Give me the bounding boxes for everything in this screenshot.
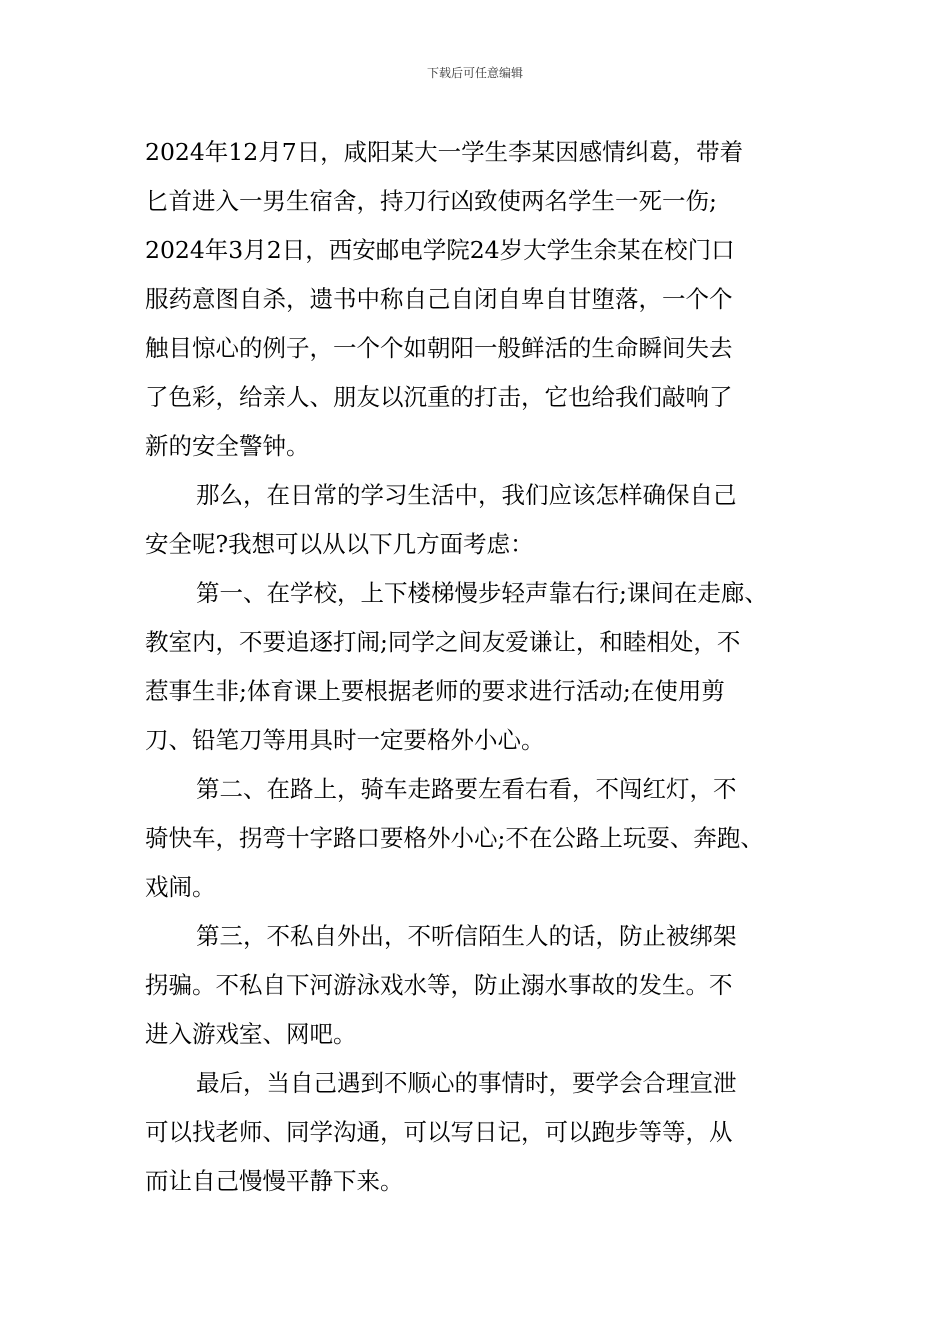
text-line: 第三，不私自外出，不听信陌生人的话，防止被绑架 — [196, 922, 737, 950]
document-body — [145, 128, 815, 1206]
text-line: 2024年3月2日，西安邮电学院24岁大学生余某在校门口 — [145, 236, 735, 264]
text-line: 服药意图自杀，遗书中称自己自闭自卑自甘堕落，一个个 — [145, 285, 733, 313]
text-line: 安全呢?我想可以从以下几方面考虑： — [145, 530, 534, 558]
page-header: 下载后可任意编辑 — [426, 66, 523, 80]
text-line: 2024年12月7日，咸阳某大一学生李某因感情纠葛，带着 — [145, 138, 744, 166]
text-line: 触目惊心的例子，一个个如朝阳一般鲜活的生命瞬间失去 — [145, 334, 733, 362]
text-line: 而让自己慢慢平静下来。 — [145, 1167, 404, 1195]
text-line: 了色彩，给亲人、朋友以沉重的打击，它也给我们敲响了 — [145, 383, 733, 411]
text-line: 最后，当自己遇到不顺心的事情时，要学会合理宣泄 — [196, 1069, 737, 1097]
text-line: 第二、在路上，骑车走路要左看右看，不闯红灯，不 — [196, 775, 737, 803]
text-line: 匕首进入一男生宿舍，持刀行凶致使两名学生一死一伤; — [145, 187, 717, 215]
text-line: 那么，在日常的学习生活中，我们应该怎样确保自己 — [196, 481, 737, 509]
text-line: 拐骗。不私自下河游泳戏水等，防止溺水事故的发生。不 — [145, 971, 733, 999]
text-line: 教室内，不要追逐打闹;同学之间友爱谦让，和睦相处，不 — [145, 628, 741, 656]
text-line: 惹事生非;体育课上要根据老师的要求进行活动;在使用剪 — [145, 677, 725, 705]
text-line: 骑快车，拐弯十字路口要格外小心;不在公路上玩耍、奔跑、 — [145, 824, 764, 852]
text-line: 刀、铅笔刀等用具时一定要格外小心。 — [145, 726, 545, 754]
text-line: 进入游戏室、网吧。 — [145, 1020, 357, 1048]
text-line: 可以找老师、同学沟通，可以写日记，可以跑步等等，从 — [145, 1118, 733, 1146]
text-line: 新的安全警钟。 — [145, 432, 310, 460]
text-line: 第一、在学校，上下楼梯慢步轻声靠右行;课间在走廊、 — [196, 579, 768, 607]
text-line: 戏闹。 — [145, 873, 216, 901]
